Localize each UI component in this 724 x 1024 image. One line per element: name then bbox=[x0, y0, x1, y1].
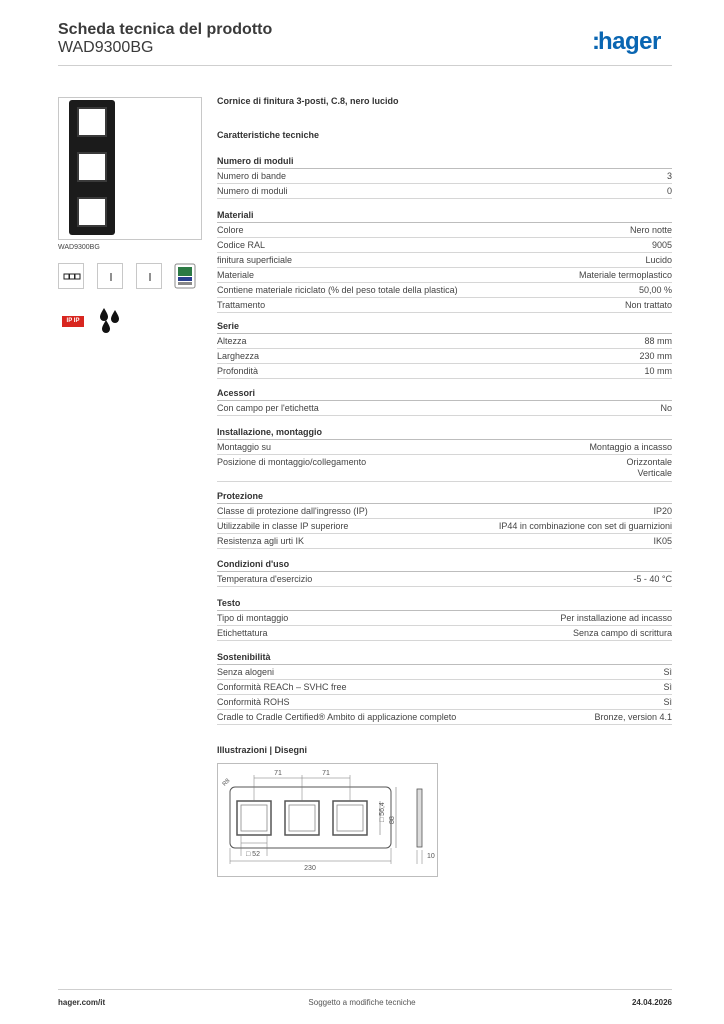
section-title: Testo bbox=[217, 597, 672, 611]
section-title: Installazione, montaggio bbox=[217, 426, 672, 440]
spec-value: 50,00 % bbox=[638, 285, 672, 295]
spec-row bbox=[217, 611, 672, 626]
spec-row bbox=[217, 710, 672, 725]
dimension-drawing bbox=[217, 763, 438, 877]
spec-value: 0 bbox=[666, 186, 672, 196]
spec-value: Orizzontale Verticale bbox=[626, 457, 672, 478]
spec-value: IK05 bbox=[653, 536, 672, 546]
spec-value: 230 mm bbox=[639, 351, 672, 361]
spec-value: 88 mm bbox=[644, 336, 672, 346]
spec-row bbox=[217, 572, 672, 587]
spec-row bbox=[217, 283, 672, 298]
spec-key: Numero di bande bbox=[217, 171, 287, 181]
spec-value: Per installazione ad incasso bbox=[560, 613, 672, 623]
spec-row bbox=[217, 534, 672, 549]
spec-value: Lucido bbox=[645, 255, 672, 265]
section-title: Acessori bbox=[217, 387, 672, 401]
spec-row bbox=[217, 440, 672, 455]
spec-value: Materiale termoplastico bbox=[578, 270, 672, 280]
section-serie bbox=[217, 320, 672, 379]
spec-key: Contiene materiale riciclato (% del peso totale della plastica) bbox=[217, 285, 458, 295]
depth-label: 10 bbox=[427, 853, 435, 860]
section-testo bbox=[217, 597, 672, 641]
triple-frame-symbol bbox=[58, 263, 84, 289]
spec-key: Tipo di montaggio bbox=[217, 613, 289, 623]
triple-frame-icon bbox=[59, 264, 85, 290]
section-title: Numero di moduli bbox=[217, 155, 672, 169]
product-code: WAD9300BG bbox=[58, 39, 154, 56]
section-title: Condizioni d'uso bbox=[217, 558, 672, 572]
spec-row bbox=[217, 298, 672, 313]
footer-divider bbox=[58, 989, 672, 990]
header-divider bbox=[58, 65, 672, 66]
pitch-dimension-2: 71 bbox=[322, 770, 330, 777]
illustrations-title: Illustrazioni | Disegni bbox=[217, 745, 308, 755]
spec-value: Montaggio a incasso bbox=[589, 442, 672, 452]
section-installazione bbox=[217, 426, 672, 482]
spec-row bbox=[217, 364, 672, 379]
section-title: Materiali bbox=[217, 209, 672, 223]
spec-row bbox=[217, 238, 672, 253]
spec-row bbox=[217, 519, 672, 534]
spec-row bbox=[217, 223, 672, 238]
spec-value: 9005 bbox=[651, 240, 672, 250]
spec-value: Sì bbox=[663, 697, 672, 707]
spec-key: Conformità REACh – SVHC free bbox=[217, 682, 347, 692]
spec-key: Numero di moduli bbox=[217, 186, 288, 196]
water-drops-symbol bbox=[96, 306, 124, 334]
product-description: Cornice di finitura 3-posti, C.8, nero lucido bbox=[217, 96, 399, 106]
section-acessori bbox=[217, 387, 672, 416]
frame-window bbox=[77, 197, 107, 227]
spec-value: 3 bbox=[666, 171, 672, 181]
spec-key: Posizione di montaggio/collegamento bbox=[217, 457, 367, 467]
vertical-line-icon bbox=[98, 264, 124, 290]
radius-label: R8 bbox=[221, 777, 232, 788]
section-title: Sostenibilità bbox=[217, 651, 672, 665]
characteristics-title: Caratteristiche tecniche bbox=[217, 130, 320, 140]
vertical-orientation-symbol-2 bbox=[136, 263, 162, 289]
spec-value: Sì bbox=[663, 667, 672, 677]
frame-window bbox=[77, 152, 107, 182]
spec-key: Classe di protezione dall'ingresso (IP) bbox=[217, 506, 368, 516]
spec-key: Altezza bbox=[217, 336, 247, 346]
spec-key: Senza alogeni bbox=[217, 667, 275, 677]
height-label: 88 bbox=[389, 816, 396, 824]
frame-illustration bbox=[69, 100, 115, 235]
spec-row bbox=[217, 455, 672, 482]
spec-key: Trattamento bbox=[217, 300, 266, 310]
spec-key: Temperatura d'esercizio bbox=[217, 574, 313, 584]
spec-key: Codice RAL bbox=[217, 240, 266, 250]
spec-key: Montaggio su bbox=[217, 442, 272, 452]
inner-width-label: □ 52 bbox=[246, 851, 260, 858]
spec-key: finitura superficiale bbox=[217, 255, 293, 265]
spec-row bbox=[217, 401, 672, 416]
spec-row bbox=[217, 169, 672, 184]
section-title: Protezione bbox=[217, 490, 672, 504]
pitch-dimension-1: 71 bbox=[274, 770, 282, 777]
spec-row bbox=[217, 334, 672, 349]
water-drops-icon bbox=[96, 306, 124, 334]
spec-value: Sì bbox=[663, 682, 672, 692]
spec-row bbox=[217, 184, 672, 199]
vertical-orientation-symbol bbox=[97, 263, 123, 289]
spec-key: Colore bbox=[217, 225, 244, 235]
ip-rating-symbol: IP IP bbox=[62, 316, 84, 327]
spec-key: Con campo per l'etichetta bbox=[217, 403, 319, 413]
footer-website: hager.com/it bbox=[58, 998, 106, 1007]
spec-row bbox=[217, 665, 672, 680]
footer-note: Soggetto a modifiche tecniche bbox=[308, 998, 416, 1007]
spec-row bbox=[217, 695, 672, 710]
cradle-certified-icon bbox=[174, 263, 196, 289]
spec-row bbox=[217, 504, 672, 519]
footer-date: 24.04.2026 bbox=[631, 998, 672, 1007]
spec-value: IP20 bbox=[653, 506, 672, 516]
spec-value: 10 mm bbox=[644, 366, 672, 376]
technical-drawing bbox=[218, 764, 439, 878]
section-numero-moduli bbox=[217, 155, 672, 199]
width-label: 230 bbox=[304, 865, 316, 872]
spec-key: Utilizzabile in classe IP superiore bbox=[217, 521, 349, 531]
spec-value: Non trattato bbox=[624, 300, 672, 310]
frame-window bbox=[77, 107, 107, 137]
spec-value: IP44 in combinazione con set di guarnizioni bbox=[498, 521, 672, 531]
inner-height-label: □ 56,4 bbox=[379, 802, 386, 822]
vertical-line-icon bbox=[137, 264, 163, 290]
section-materiali bbox=[217, 209, 672, 313]
spec-key: Conformità ROHS bbox=[217, 697, 290, 707]
section-title: Serie bbox=[217, 320, 672, 334]
spec-row bbox=[217, 268, 672, 283]
product-image-label: WAD9300BG bbox=[58, 244, 100, 251]
spec-value: -5 - 40 °C bbox=[633, 574, 672, 584]
section-protezione bbox=[217, 490, 672, 549]
spec-row bbox=[217, 349, 672, 364]
spec-row bbox=[217, 626, 672, 641]
spec-row bbox=[217, 253, 672, 268]
spec-key: Materiale bbox=[217, 270, 255, 280]
spec-key: Resistenza agli urti IK bbox=[217, 536, 305, 546]
hager-logo: :hager bbox=[592, 28, 661, 55]
spec-key: Cradle to Cradle Certified® Ambito di applicazione completo bbox=[217, 712, 457, 722]
cradle-certified-symbol bbox=[174, 263, 196, 289]
section-condizioni-uso bbox=[217, 558, 672, 587]
spec-value: Senza campo di scrittura bbox=[572, 628, 672, 638]
spec-key: Etichettatura bbox=[217, 628, 268, 638]
page-title: Scheda tecnica del prodotto bbox=[58, 21, 273, 38]
spec-value: Bronze, version 4.1 bbox=[594, 712, 672, 722]
spec-key: Larghezza bbox=[217, 351, 260, 361]
spec-value: No bbox=[660, 403, 672, 413]
spec-value: Nero notte bbox=[629, 225, 672, 235]
product-image bbox=[58, 97, 202, 240]
spec-row bbox=[217, 680, 672, 695]
section-sostenibilita bbox=[217, 651, 672, 725]
spec-key: Profondità bbox=[217, 366, 259, 376]
